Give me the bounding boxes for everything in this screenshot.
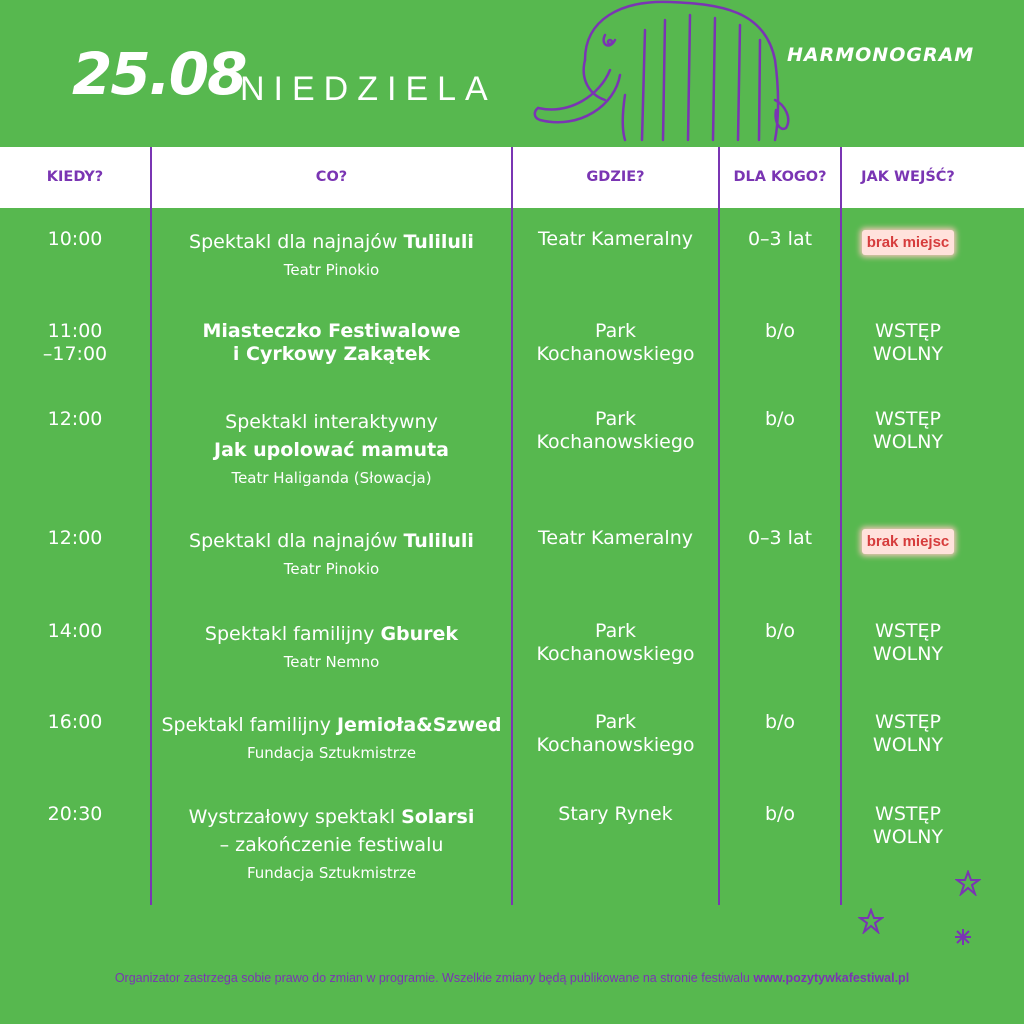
column-divider <box>511 147 513 905</box>
event-title <box>152 711 511 763</box>
column-header-entry: JAK WEJŚĆ? <box>861 169 955 185</box>
event-title <box>152 228 511 280</box>
column-header-for-whom: DLA KOGO? <box>733 169 827 185</box>
event-name: Tuliluli <box>403 530 474 552</box>
event-title-suffix: – zakończenie festiwalu <box>219 834 444 856</box>
event-name: Jak upolować mamuta <box>214 439 449 461</box>
star-icon <box>955 870 981 896</box>
event-entry: WSTĘP WOLNY <box>872 408 944 453</box>
event-title <box>152 527 511 579</box>
schedule-tag: HARMONOGRAM <box>787 44 975 66</box>
event-organizer: Fundacja Sztukmistrze <box>246 744 417 762</box>
event-title-main <box>152 711 511 739</box>
event-type: Spektakl dla najnajów <box>189 530 404 552</box>
event-location: Park Kochanowskiego <box>536 408 695 453</box>
column-header-when: KIEDY? <box>46 169 104 185</box>
column-divider <box>718 147 720 905</box>
event-audience: b/o <box>764 711 796 733</box>
event-location: Stary Rynek <box>558 803 673 825</box>
sold-out-badge: brak miejsc <box>862 230 955 255</box>
event-time: 12:00 <box>47 408 103 430</box>
event-time: 10:00 <box>47 228 103 250</box>
event-audience: b/o <box>764 620 796 642</box>
star-icon <box>858 908 884 934</box>
event-audience: b/o <box>764 408 796 430</box>
column-header-what: CO? <box>315 169 348 185</box>
event-audience: b/o <box>764 803 796 825</box>
event-audience: b/o <box>764 320 796 342</box>
event-entry <box>842 228 974 255</box>
event-entry: WSTĘP WOLNY <box>872 320 944 365</box>
event-title-main <box>152 803 511 859</box>
footer-note <box>0 971 1024 985</box>
event-audience: 0–3 lat <box>747 228 813 250</box>
event-organizer: Teatr Haliganda (Słowacja) <box>231 469 432 487</box>
event-organizer: Teatr Pinokio <box>283 261 380 279</box>
event-entry <box>842 527 974 554</box>
event-location: Teatr Kameralny <box>538 527 693 549</box>
event-title <box>152 408 511 488</box>
event-type: Spektakl familijny <box>204 623 381 645</box>
event-type: Wystrzałowy spektakl <box>188 806 402 828</box>
event-title <box>152 620 511 672</box>
event-location: Park Kochanowskiego <box>536 711 695 756</box>
event-title-main <box>152 320 511 366</box>
event-type: Spektakl dla najnajów <box>189 231 404 253</box>
event-name: Tuliluli <box>403 231 474 253</box>
star-icon <box>954 928 972 946</box>
event-name: Solarsi <box>401 806 475 828</box>
event-name: Gburek <box>380 623 459 645</box>
event-title-main <box>152 408 511 464</box>
event-type: Spektakl interaktywny <box>225 411 438 433</box>
sold-out-badge: brak miejsc <box>862 529 955 554</box>
mammoth-illustration <box>530 0 800 147</box>
event-organizer: Fundacja Sztukmistrze <box>246 864 417 882</box>
event-audience: 0–3 lat <box>747 527 813 549</box>
event-day: NIEDZIELA <box>240 70 497 108</box>
event-entry: WSTĘP WOLNY <box>872 620 944 665</box>
event-time: 20:30 <box>47 803 103 825</box>
event-time: 12:00 <box>47 527 103 549</box>
event-title <box>152 320 511 366</box>
event-time: 16:00 <box>47 711 103 733</box>
footer-text: Organizator zastrzega sobie prawo do zmian w programie. Wszelkie zmiany będą publikowane na stronie festiwalu <box>114 971 754 985</box>
event-location: Park Kochanowskiego <box>536 320 695 365</box>
event-name: Miasteczko Festiwalowe i Cyrkowy Zakątek <box>202 320 461 365</box>
column-header-where: GDZIE? <box>586 169 645 185</box>
event-entry: WSTĘP WOLNY <box>872 803 944 848</box>
page-header <box>0 0 1024 147</box>
event-organizer: Teatr Nemno <box>283 653 380 671</box>
event-location: Park Kochanowskiego <box>536 620 695 665</box>
event-name: Jemioła&Szwed <box>336 714 502 736</box>
event-time: 11:00 –17:00 <box>42 320 108 365</box>
event-title-main <box>152 228 511 256</box>
column-divider <box>840 147 842 905</box>
event-type: Spektakl familijny <box>161 714 337 736</box>
event-date: 25.08 <box>72 40 246 108</box>
event-title <box>152 803 511 883</box>
event-location: Teatr Kameralny <box>538 228 693 250</box>
event-title-main <box>152 527 511 555</box>
event-title-main <box>152 620 511 648</box>
event-organizer: Teatr Pinokio <box>283 560 380 578</box>
event-time: 14:00 <box>47 620 103 642</box>
event-entry: WSTĘP WOLNY <box>872 711 944 756</box>
festival-website-link[interactable]: www.pozytywkafestiwal.pl <box>753 971 910 985</box>
